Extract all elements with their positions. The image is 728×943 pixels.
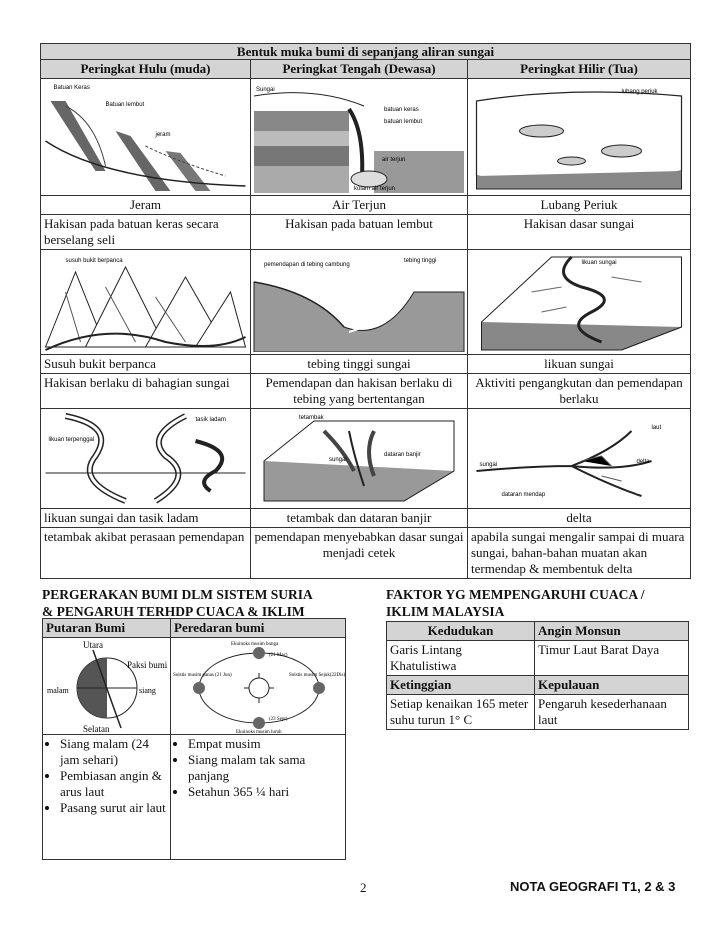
image-tebing-tinggi	[251, 250, 468, 355]
list-item: • Siang malam (24 jam sehari)	[60, 736, 167, 768]
label-23-sept: (23 Sept)	[269, 717, 288, 722]
label-solstis-sejuk: Solstis musim Sejuk(22Dis)	[289, 673, 346, 678]
footer-note: NOTA GEOGRAFI T1, 2 & 3	[510, 879, 676, 894]
right-title-line1: FAKTOR YG MEMPENGARUHI CUACA /	[386, 587, 645, 602]
header-putaran-bumi: Putaran Bumi	[43, 619, 171, 638]
image-lubang-periuk	[468, 79, 691, 196]
cell-ketinggian: Setiap kenaikan 165 meter suhu turun 1° C	[387, 695, 535, 730]
left-title-line2: & PENGARUH TERHDP CUACA & IKLIM	[42, 604, 305, 619]
desc-air-terjun: Hakisan pada batuan lembut	[251, 215, 468, 250]
label-solstis-panas: Solstis musim panas (21 Jun)	[173, 673, 232, 678]
desc-lubang-periuk: Hakisan dasar sungai	[468, 215, 691, 250]
cell-angin-monsun: Timur Laut Barat Daya	[535, 641, 689, 676]
image-peredaran-bumi	[171, 638, 346, 735]
right-title-line2: IKLIM MALAYSIA	[386, 604, 505, 619]
image-tetambak	[251, 409, 468, 509]
label-dataran-banjir: dataran banjir	[384, 452, 421, 458]
desc-tetambak: pemendapan menyebabkan dasar sungai menjadi cetek	[251, 528, 468, 579]
label-sungai: Sungai	[256, 87, 275, 93]
image-susuh-bukit	[41, 250, 251, 355]
label-malam: malam	[47, 686, 69, 695]
table-caption: Bentuk muka bumi di sepanjang aliran sungai	[41, 44, 691, 60]
desc-delta: apabila sungai mengalir sampai di muara sungai, bahan-bahan muatan akan termendap & membentuk delta	[468, 528, 691, 579]
label-likuan-sungai: likuan sungai	[581, 260, 617, 266]
list-item: • Pasang surut air laut	[60, 800, 167, 816]
header-hilir: Peringkat Hilir (Tua)	[468, 60, 691, 79]
cell-kepulauan: Pengaruh kesederhanaan laut	[535, 695, 689, 730]
label-lubang-periuk: lubang periuk	[621, 89, 658, 95]
label-delta: delta	[636, 459, 650, 465]
desc-susuh-bukit: Hakisan berlaku di bahagian sungai	[41, 374, 251, 409]
header-angin-monsun: Angin Monsun	[535, 622, 689, 641]
header-kepulauan: Kepulauan	[535, 676, 689, 695]
label-ekuinoks-bunga: Ekuinoks musim bunga	[231, 642, 279, 647]
right-section-title	[386, 586, 706, 620]
label-tasik-ladam: tasik ladam	[195, 417, 226, 423]
label-selatan: Selatan	[83, 724, 110, 734]
label-siang: siang	[139, 686, 156, 695]
desc-tebing-tinggi: Pemendapan dan hakisan berlaku di tebing yang bertentangan	[251, 374, 468, 409]
desc-likuan-sungai: Aktiviti pengangkutan dan pemendapan berlaku	[468, 374, 691, 409]
putaran-bumi-effects	[43, 735, 171, 860]
label-21-mac: (21 Mac)	[269, 653, 288, 658]
image-delta	[468, 409, 691, 509]
title-jeram: Jeram	[41, 196, 251, 215]
desc-jeram: Hakisan pada batuan keras secara berselang seli	[41, 215, 251, 250]
header-peredaran-bumi: Peredaran bumi	[171, 619, 346, 638]
title-susuh-bukit: Susuh bukit berpanca	[41, 355, 251, 374]
landform-table	[40, 43, 691, 579]
list-item: • Pembiasan angin & arus laut	[60, 768, 167, 800]
image-tasik-ladam	[41, 409, 251, 509]
image-air-terjun	[251, 79, 468, 196]
label-sungai-3: sungai	[329, 457, 347, 463]
title-tasik-ladam: likuan sungai dan tasik ladam	[41, 509, 251, 528]
label-tetambak: tetambak	[299, 415, 324, 421]
cell-kedudukan: Garis Lintang Khatulistiwa	[387, 641, 535, 676]
header-hulu: Peringkat Hulu (muda)	[41, 60, 251, 79]
header-tengah: Peringkat Tengah (Dewasa)	[251, 60, 468, 79]
header-ketinggian: Ketinggian	[387, 676, 535, 695]
label-jeram: jeram	[155, 132, 171, 138]
label-laut: laut	[651, 425, 662, 431]
image-putaran-bumi	[43, 638, 171, 735]
header-kedudukan: Kedudukan	[387, 622, 535, 641]
title-lubang-periuk: Lubang Periuk	[468, 196, 691, 215]
image-jeram	[41, 79, 251, 196]
label-paksi-bumi: Paksi bumi	[127, 660, 168, 670]
desc-tasik-ladam: tetambak akibat perasaan pemendapan	[41, 528, 251, 579]
label-batuan-lembut-2: batuan lembut	[384, 119, 423, 125]
label-batuan-keras-2: batuan keras	[384, 107, 419, 113]
earth-movement-table	[42, 618, 346, 860]
image-likuan-sungai	[468, 250, 691, 355]
list-item: • Setahun 365 ¼ hari	[188, 784, 342, 800]
label-dataran-mendap: dataran mendap	[501, 492, 546, 498]
label-batuan-keras: Batuan Keras	[53, 85, 90, 91]
label-batuan-lembut: Batuan lembut	[105, 102, 145, 108]
list-item: • Empat musim	[188, 736, 342, 752]
title-delta: delta	[468, 509, 691, 528]
left-title-line1: PERGERAKAN BUMI DLM SISTEM SURIA	[42, 587, 313, 602]
page-number: 2	[360, 880, 367, 895]
list-item: • Siang malam tak sama panjang	[188, 752, 342, 784]
label-likuan-terpenggal: likuan terpenggal	[48, 437, 95, 443]
label-tebing-tinggi: tebing tinggi	[404, 258, 437, 264]
title-air-terjun: Air Terjun	[251, 196, 468, 215]
left-section-title	[42, 586, 362, 620]
label-utara: Utara	[83, 640, 103, 650]
peredaran-bumi-effects	[171, 735, 346, 860]
label-sungai-4: sungai	[479, 462, 498, 468]
title-tetambak: tetambak dan dataran banjir	[251, 509, 468, 528]
title-likuan-sungai: likuan sungai	[468, 355, 691, 374]
label-susuh-bukit: susuh bukit berpanca	[65, 258, 123, 264]
title-tebing-tinggi: tebing tinggi sungai	[251, 355, 468, 374]
label-ekuinoks-luruh: Ekuinoks musim luruh	[236, 730, 282, 734]
climate-factors-table	[386, 621, 689, 730]
label-kolam: kolam air terjun	[354, 186, 396, 192]
label-air-terjun: air terjun	[382, 157, 406, 163]
label-pemendapan-cambung: pemendapan di tebing cambung	[264, 262, 350, 268]
